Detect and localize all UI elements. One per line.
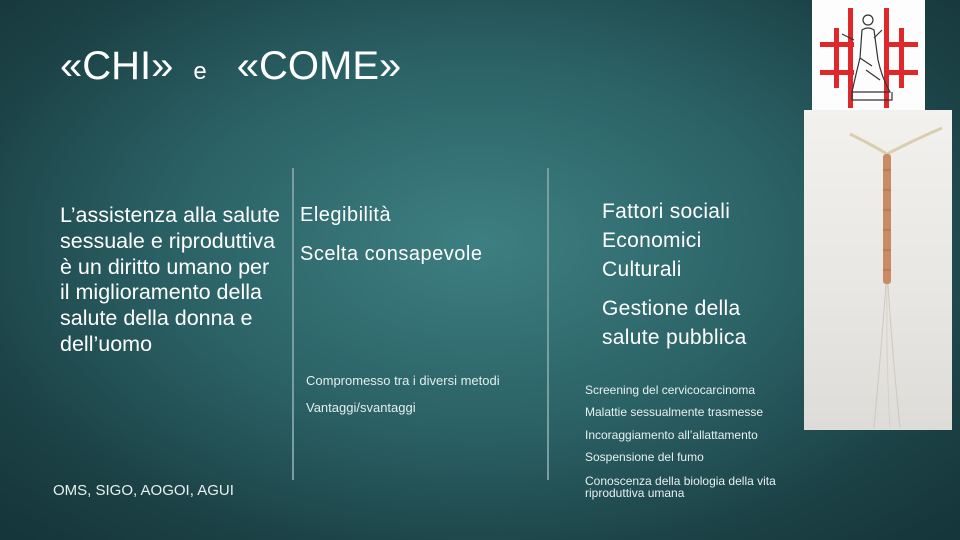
iud-graphic (804, 110, 952, 430)
management-line2: salute pubblica (602, 325, 747, 349)
red-cross-seal-logo (812, 0, 925, 115)
title-come: «COME» (236, 44, 402, 88)
iud-device-photo (804, 110, 952, 430)
left-statement: L’assistenza alla salute sessuale e riproduttiva è un diritto umano per il miglioramento della salute della donna e dell’uomo (60, 203, 280, 356)
management-block (602, 295, 747, 353)
factor-cultural: Culturali (602, 257, 682, 281)
divider-right (547, 168, 549, 480)
title-connector: e (193, 58, 207, 85)
logo-graphic (812, 0, 925, 115)
management-line1: Gestione della (602, 297, 741, 320)
list-item-screening: Screening del cervicocarcinoma (585, 383, 756, 397)
note-vantaggi: Vantaggi/svantaggi (306, 400, 416, 415)
slide-title (60, 44, 401, 89)
title-chi: «CHI» (60, 44, 174, 88)
list-item-mst: Malattie sessualmente trasmesse (585, 405, 764, 419)
divider-left (292, 168, 294, 480)
list-item-fumo: Sospensione del fumo (585, 450, 704, 464)
list-item-biologia: Conoscenza della biologia della vita riproduttiva umana (585, 474, 776, 500)
heading-elegibilita: Elegibilità (300, 204, 392, 226)
heading-scelta-consapevole: Scelta consapevole (300, 243, 483, 265)
factor-social: Fattori sociali (602, 200, 731, 223)
note-compromesso: Compromesso tra i diversi metodi (306, 373, 500, 388)
organizations-label: OMS, SIGO, AOGOI, AGUI (53, 482, 234, 499)
list-item-allattamento: Incoraggiamento all’allattamento (585, 428, 758, 442)
factor-economic: Economici (602, 228, 702, 252)
factors-block (602, 198, 730, 285)
